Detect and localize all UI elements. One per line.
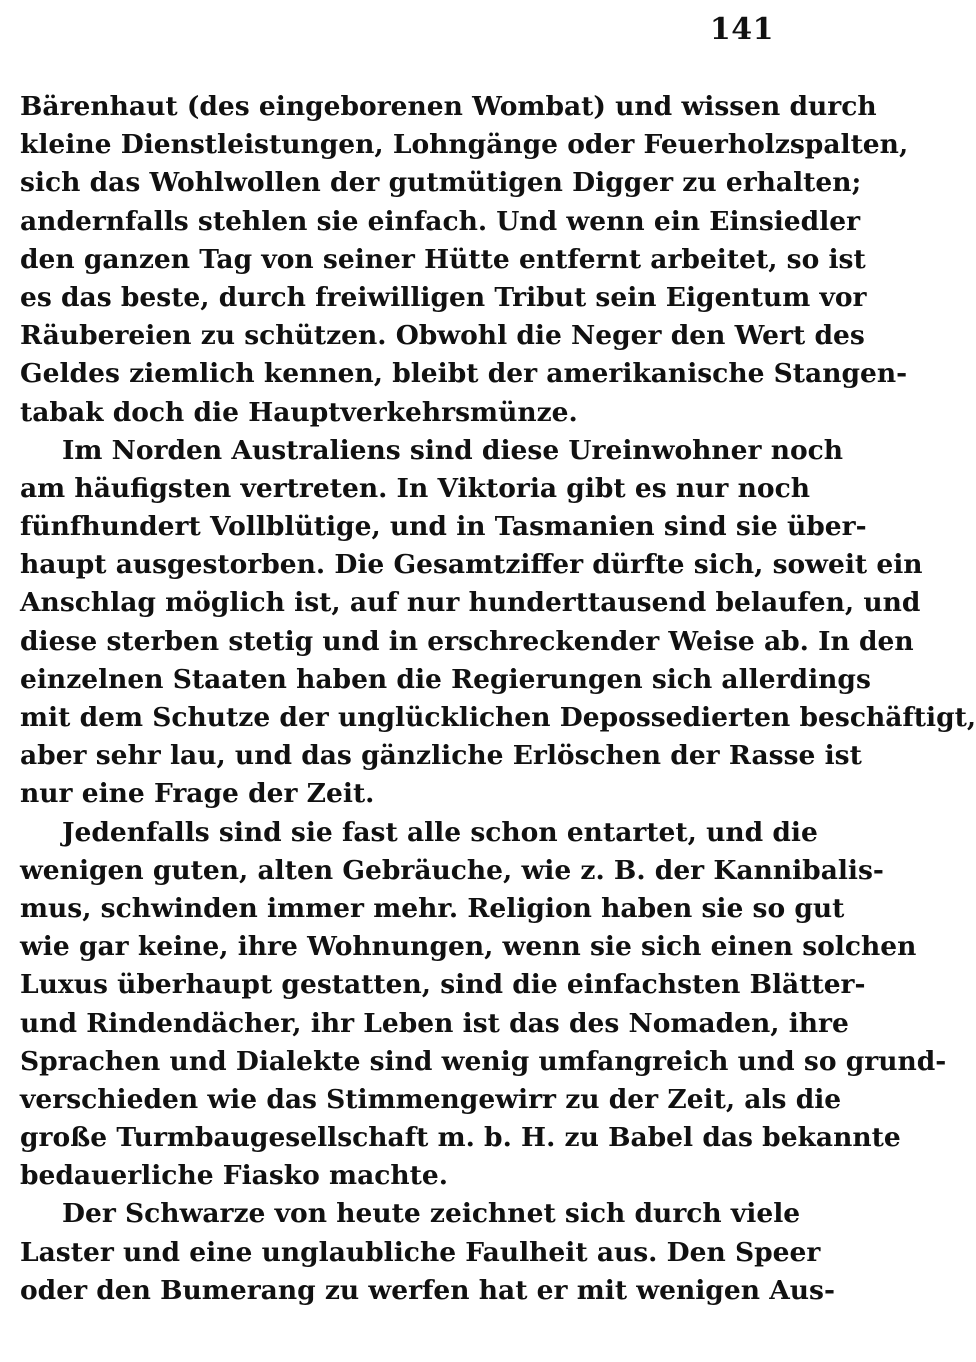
text-line: haupt ausgestorben. Die Gesamtziffer dürfte sich, soweit ein [20,549,923,581]
text-line: verschieden wie das Stimmengewirr zu der Zeit, als die [20,1083,842,1115]
text-line: andernfalls stehlen sie einfach. Und wenn ein Einsiedler [20,205,861,237]
text-line: diese sterben stetig und in erschreckender Weise ab. In den [20,625,914,657]
text-line: mit dem Schutze der unglücklichen Depossedierten beschäftigt, [20,702,976,733]
text-line: bedauerliche Fiasko machte. [20,1160,448,1192]
text-line: einzelnen Staaten haben die Regierungen sich allerdings [20,663,871,695]
text-line: am häufigsten vertreten. In Viktoria gibt es nur noch [20,472,810,504]
text-line: Anschlag möglich ist, auf nur hunderttausend belaufen, und [20,587,921,619]
text-line: fünfhundert Vollblütige, und in Tasmanien sind sie über- [20,511,867,543]
text-line: aber sehr lau, und das gänzliche Erlöschen der Rasse ist [20,740,862,772]
text-line: Sprachen und Dialekte sind wenig umfangreich und so grund- [20,1045,947,1077]
text-line: Geldes ziemlich kennen, bleibt der amerikanische Stangen- [20,358,908,390]
text-line: wie gar keine, ihre Wohnungen, wenn sie sich einen solchen [20,931,917,963]
paragraph-2 [20,432,976,814]
text-line: nur eine Frage der Zeit. [20,778,375,810]
text-line: sich das Wohlwollen der gutmütigen Digger zu erhalten; [20,167,862,199]
text-line: Räubereien zu schützen. Obwohl die Neger den Wert des [20,320,865,352]
paragraph-1 [20,88,909,432]
body-text [20,88,976,1310]
text-line: Luxus überhaupt gestatten, sind die einfachsten Blätter- [20,969,866,1001]
text-line: Jedenfalls sind sie fast alle schon entartet, und die [62,816,818,848]
paragraph-4 [20,1195,835,1310]
page-number: 141 [709,12,774,47]
text-line: Im Norden Australiens sind diese Ureinwohner noch [62,434,844,466]
text-line: Der Schwarze von heute zeichnet sich durch viele [62,1198,801,1230]
text-line: oder den Bumerang zu werfen hat er mit wenigen Aus- [20,1274,835,1306]
text-line: Bärenhaut (des eingeborenen Wombat) und wissen durch [20,91,877,122]
text-line: und Rindendächer, ihr Leben ist das des Nomaden, ihre [20,1007,849,1039]
text-line: kleine Dienstleistungen, Lohngänge oder Feuerholzspalten, [20,129,909,161]
text-line: es das beste, durch freiwilligen Tribut sein Eigentum vor [20,281,867,313]
paragraph-3 [20,814,947,1196]
text-line: den ganzen Tag von seiner Hütte entfernt arbeitet, so ist [20,243,866,275]
text-line: Laster und eine unglaubliche Faulheit aus. Den Speer [20,1236,821,1268]
text-line: tabak doch die Hauptverkehrsmünze. [20,396,578,428]
text-line: wenigen guten, alten Gebräuche, wie z. B. der Kannibalis- [20,854,884,886]
text-line: große Turmbaugesellschaft m. b. H. zu Babel das bekannte [20,1122,901,1154]
text-line: mus, schwinden immer mehr. Religion haben sie so gut [20,892,845,924]
